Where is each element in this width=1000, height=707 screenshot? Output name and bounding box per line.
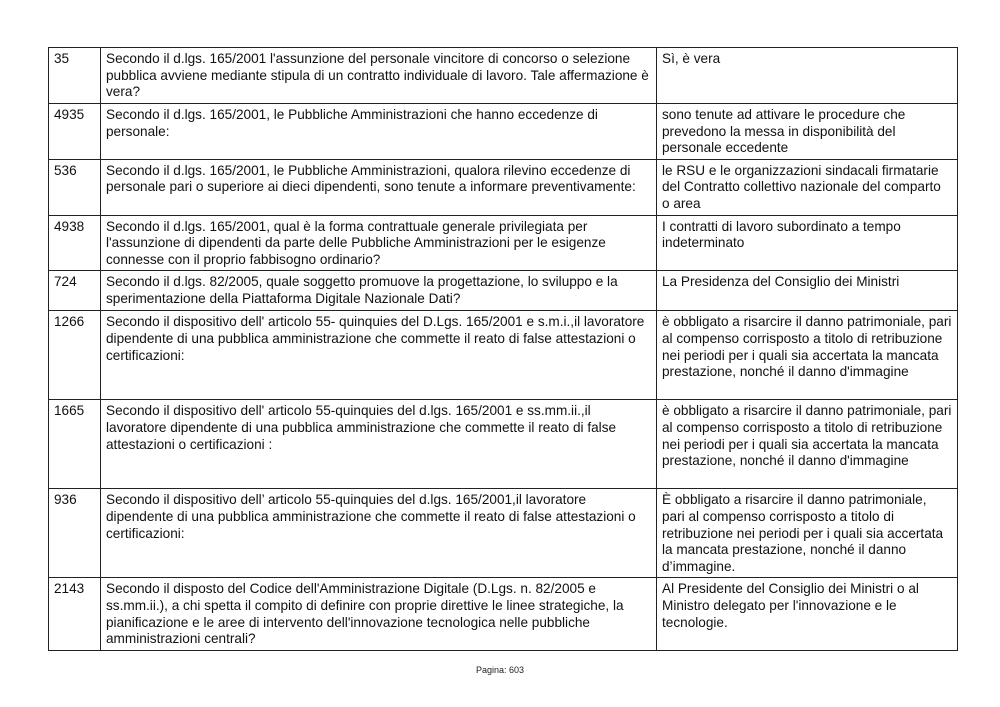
question-id: 536: [49, 159, 101, 215]
answer-text: La Presidenza del Consiglio dei Ministri: [657, 271, 958, 311]
table-row: [49, 489, 958, 578]
answer-text: È obbligato a risarcire il danno patrimoniale, pari al compenso corrisposto a titolo di retribuzione nei periodi per i quali sia accertata la mancata prestazione, nonché il danno d’immagine.: [657, 489, 958, 578]
question-id: 936: [49, 489, 101, 578]
table-row: [49, 48, 958, 104]
page-number: Pagina: 603: [475, 665, 525, 675]
question-id: 1266: [49, 311, 101, 400]
question-id: 4938: [49, 215, 101, 271]
table-row: [49, 104, 958, 160]
answer-text: I contratti di lavoro subordinato a tempo indeterminato: [657, 215, 958, 271]
answer-text: sono tenute ad attivare le procedure che prevedono la messa in disponibilità del personale eccedente: [657, 104, 958, 160]
question-text: Secondo il d.lgs. 82/2005, quale soggetto promuove la progettazione, lo sviluppo e la sperimentazione della Piattaforma Digitale Nazionale Dati?: [101, 271, 657, 311]
table-row: [49, 159, 958, 215]
question-text: Secondo il d.lgs. 165/2001, qual è la forma contrattuale generale privilegiata per l'assunzione di dipendenti da parte delle Pubbliche Amministrazioni per le esigenze connesse con il proprio fabbisogno ordinario?: [101, 215, 657, 271]
table-row: [49, 400, 958, 489]
question-text: Secondo il dispositivo dell' articolo 55-quinquies del d.lgs. 165/2001 e ss.mm.ii.,il lavoratore dipendente di una pubblica amministrazione che commette il reato di false attestazioni o certificazioni :: [101, 400, 657, 489]
answer-text: le RSU e le organizzazioni sindacali firmatarie del Contratto collettivo nazionale del comparto o area: [657, 159, 958, 215]
question-text: Secondo il d.lgs. 165/2001, le Pubbliche Amministrazioni che hanno eccedenze di personale:: [101, 104, 657, 160]
table-row: [49, 578, 958, 650]
answer-text: è obbligato a risarcire il danno patrimoniale, pari al compenso corrisposto a titolo di retribuzione nei periodi per i quali sia accertata la mancata prestazione, nonché il danno d'immagine: [657, 311, 958, 400]
question-text: Secondo il dispositivo dell’ articolo 55-quinquies del d.lgs. 165/2001,il lavoratore dipendente di una pubblica amministrazione che commette il reato di false attestazioni o certificazioni:: [101, 489, 657, 578]
question-text: Secondo il d.lgs. 165/2001, le Pubbliche Amministrazioni, qualora rilevino eccedenze di personale pari o superiore ai dieci dipendenti, sono tenute a informare preventivamente:: [101, 159, 657, 215]
table-row: [49, 271, 958, 311]
question-id: 35: [49, 48, 101, 104]
questions-table: [48, 47, 958, 651]
question-text: Secondo il dispositivo dell' articolo 55- quinquies del D.Lgs. 165/2001 e s.m.i.,il lavoratore dipendente di una pubblica amministrazione che commette il reato di false attestazioni o certificazioni:: [101, 311, 657, 400]
answer-text: è obbligato a risarcire il danno patrimoniale, pari al compenso corrisposto a titolo di retribuzione nei periodi per i quali sia accertata la mancata prestazione, nonché il danno d'immagine: [657, 400, 958, 489]
answer-text: Al Presidente del Consiglio dei Ministri o al Ministro delegato per l'innovazione e le tecnologie.: [657, 578, 958, 650]
question-id: 724: [49, 271, 101, 311]
question-id: 4935: [49, 104, 101, 160]
question-text: Secondo il disposto del Codice dell'Amministrazione Digitale (D.Lgs. n. 82/2005 e ss.mm.ii.), a chi spetta il compito di definire con proprie direttive le linee strategiche, la pianificazione e le aree di intervento dell'innovazione tecnologica nelle pubbliche amministrazioni centrali?: [101, 578, 657, 650]
question-id: 1665: [49, 400, 101, 489]
question-id: 2143: [49, 578, 101, 650]
table-row: [49, 215, 958, 271]
table-row: [49, 311, 958, 400]
answer-text: Sì, è vera: [657, 48, 958, 104]
question-text: Secondo il d.lgs. 165/2001 l'assunzione del personale vincitore di concorso o selezione pubblica avviene mediante stipula di un contratto individuale di lavoro. Tale affermazione è vera?: [101, 48, 657, 104]
